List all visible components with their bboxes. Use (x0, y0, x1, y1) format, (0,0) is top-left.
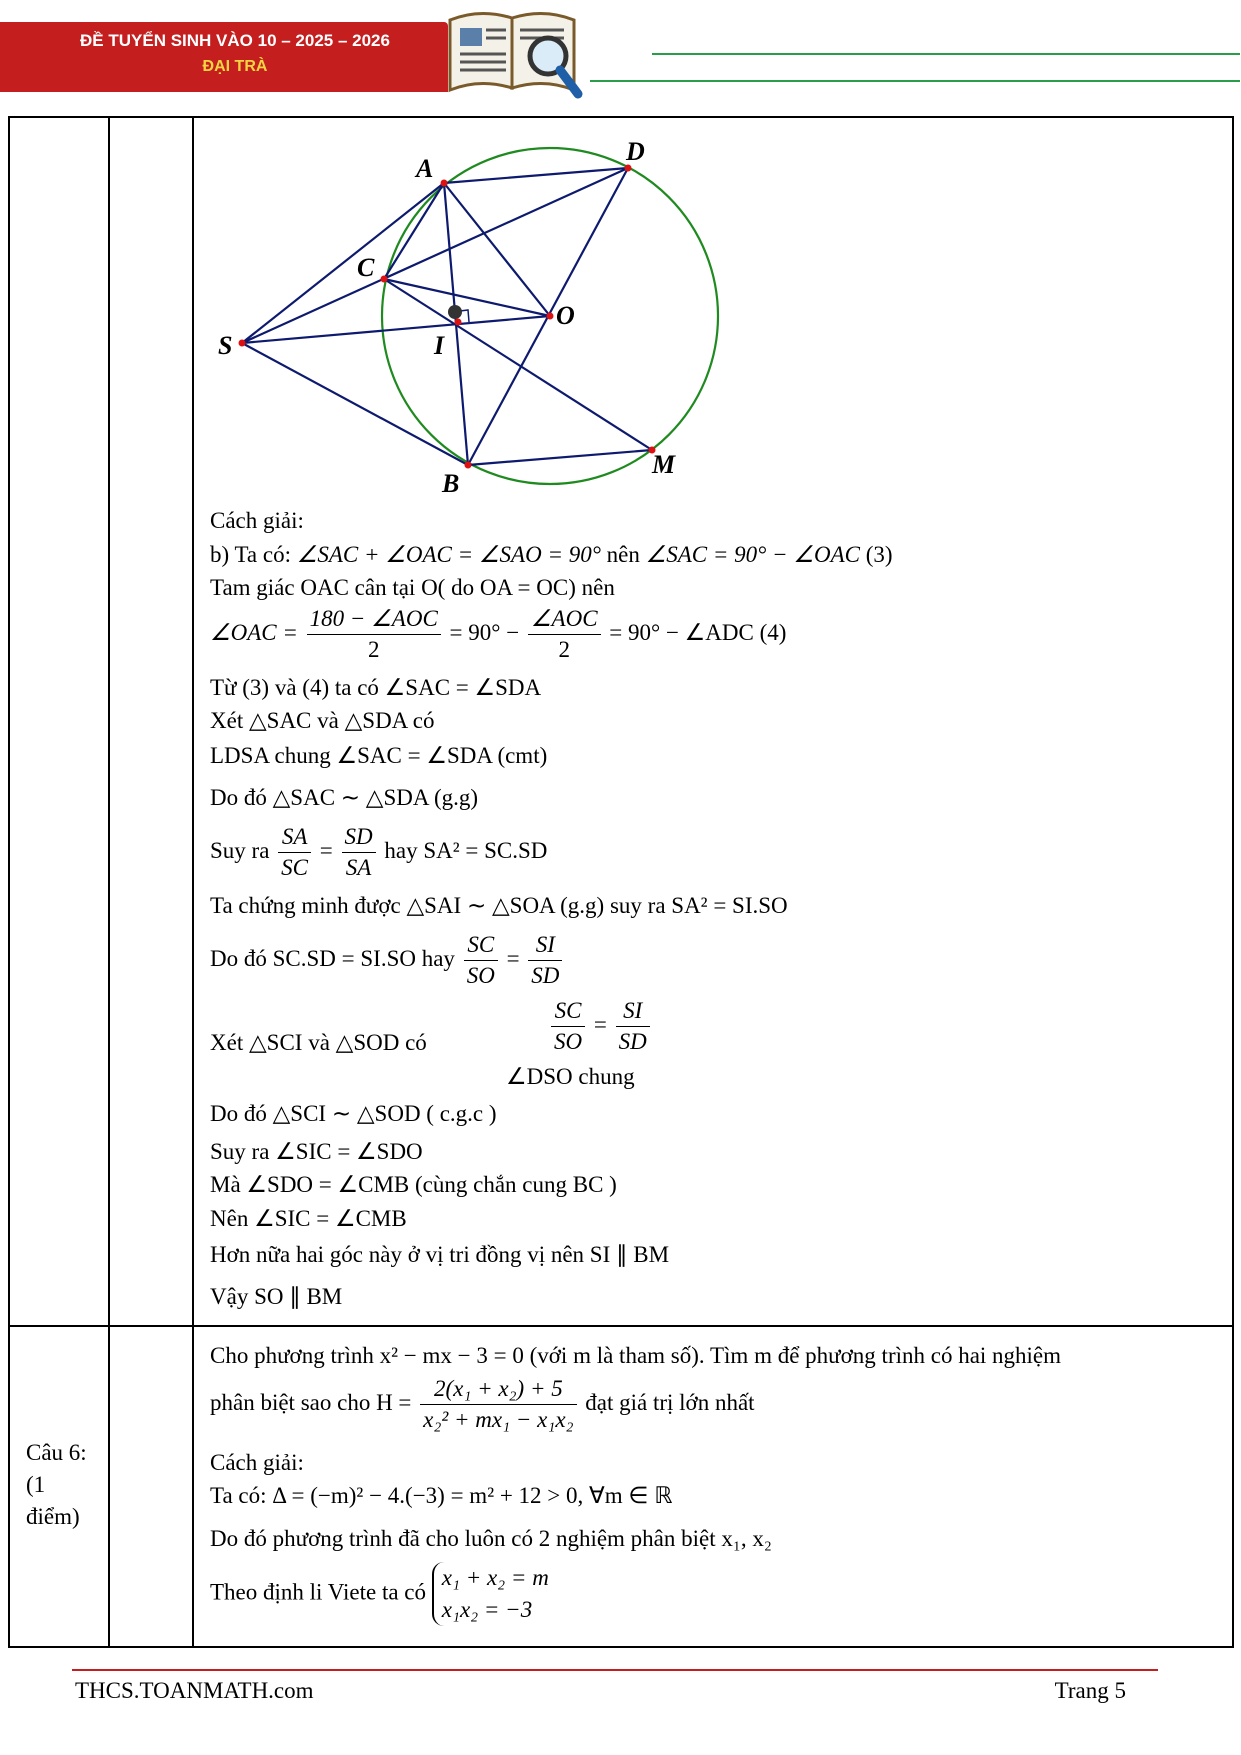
point-label-d: D (626, 137, 645, 166)
solution-line: Ta có: Δ = (−m)² − 4.(−3) = m² + 12 > 0, ∀m ∈ ℝ (210, 1483, 673, 1508)
solution-line: LDSA chung ∠SAC = ∠SDA (cmt) (210, 743, 548, 768)
point-label-i: I (434, 331, 445, 360)
question-6-text: Cho phương trình x² − mx − 3 = 0 (với m là tham số). Tìm m để phương trình có hai nghiệm (210, 1343, 1062, 1368)
fraction: $\frac{SD}{SA}$ (342, 822, 376, 883)
solution-line: ∠OAC = $\frac{\text{180 − ∠AOC}}{2}$ = 90° − $\frac{\text{∠AOC}}{2}$ = 90° − ∠ADC (4) (210, 604, 786, 665)
footer-website: THCS.TOANMATH.com (75, 1678, 314, 1703)
fraction: $\frac{\text{2(x₁ + x₂) + 5}}{\text{x₂² + mx₁ − x₁x₂}}$ (420, 1374, 576, 1435)
geometry-figure (205, 130, 725, 500)
solution-line: Do đó SC.SD = SI.SO hay $\frac{SC}{SO}$ = $\frac{SI}{SD}$ (210, 930, 565, 991)
solution-line: Tam giác OAC cân tại O( do OA = OC) nên (210, 575, 615, 600)
page-number: Trang 5 (1054, 1678, 1126, 1703)
header-rule-bottom (590, 80, 1240, 82)
solution-line: Mà ∠SDO = ∠CMB (cùng chắn cung BC ) (210, 1172, 617, 1197)
solution-line: Suy ra ∠SIC = ∠SDO (210, 1139, 423, 1164)
solution-line: Nên ∠SIC = ∠CMB (210, 1206, 407, 1231)
fraction: $\frac{\text{∠AOC}}{2}$ (528, 604, 601, 665)
solution-line: ∠DSO chung (506, 1064, 635, 1089)
equation-system: x₁ + x₂ = m x₁x₂ = −3 (432, 1562, 549, 1626)
table-col-divider-1 (108, 116, 110, 1648)
fraction: $\frac{SC}{SO}$ (551, 996, 585, 1057)
solution-line: Vậy SO ∥ BM (210, 1284, 343, 1309)
solution-line: Xét △SAC và △SDA có (210, 708, 435, 733)
solution-line: Do đó phương trình đã cho luôn có 2 nghiệm phân biệt x₁, x₂ (210, 1526, 772, 1551)
question-6-label: Câu 6: (1 điểm) (26, 1440, 87, 1529)
fraction: $\frac{SC}{SO}$ (464, 930, 498, 991)
question-6-text: phân biệt sao cho H = $\frac{\text{2(x₁ + x₂) + 5}}{\text{x₂² + mx₁ − x₁x₂}}$ đạt giá trị lớn nhất (210, 1374, 755, 1435)
point-label-m: M (652, 450, 676, 479)
point-label-b: B (442, 469, 460, 498)
book-magnifier-icon (440, 0, 590, 104)
header-rule-top (652, 53, 1240, 55)
solution-heading: Cách giải: (210, 508, 304, 533)
solution-line: b) Ta có: ∠SAC + ∠OAC = ∠SAO = 90° nên ∠SAC = 90° − ∠OAC (3) (210, 542, 893, 567)
table-col-divider-2 (192, 116, 194, 1648)
solution-line: Do đó △SAC ∼ △SDA (g.g) (210, 785, 479, 810)
fraction: $\frac{\text{180 − ∠AOC}}{2}$ (307, 604, 441, 665)
solution-line: $\frac{SC}{SO}$ = $\frac{SI}{SD}$ (548, 996, 653, 1057)
solution-line: Xét △SCI và △SOD có (210, 1030, 427, 1055)
footer-rule (72, 1669, 1158, 1671)
point-label-c: C (357, 253, 375, 282)
table-row-divider (8, 1325, 1234, 1327)
solution-line: Hơn nữa hai góc này ở vị tri đồng vị nên SI ∥ BM (210, 1242, 670, 1267)
solution-heading: Cách giải: (210, 1450, 304, 1475)
solution-line: Ta chứng minh được △SAI ∼ △SOA (g.g) suy ra SA² = SI.SO (210, 893, 788, 918)
solution-line: Từ (3) và (4) ta có ∠SAC = ∠SDA (210, 675, 542, 700)
fraction: $\frac{SA}{SC}$ (278, 822, 311, 883)
solution-line: Suy ra $\frac{SA}{SC}$ = $\frac{SD}{SA}$ hay SA² = SC.SD (210, 822, 547, 883)
point-label-a: A (416, 154, 434, 183)
point-label-s: S (218, 331, 233, 360)
point-label-o: O (556, 301, 575, 330)
solution-line: Theo định li Viete ta có x₁ + x₂ = m x₁x₂ = −3 (210, 1562, 549, 1626)
fraction: $\frac{SI}{SD}$ (528, 930, 562, 991)
fraction: $\frac{SI}{SD}$ (616, 996, 650, 1057)
header-title: ĐỀ TUYỂN SINH VÀO 10 – 2025 – 2026 (80, 31, 390, 50)
solution-line: Do đó △SCI ∼ △SOD ( c.g.c ) (210, 1101, 497, 1126)
header-subtitle: ĐẠI TRÀ (202, 58, 268, 75)
